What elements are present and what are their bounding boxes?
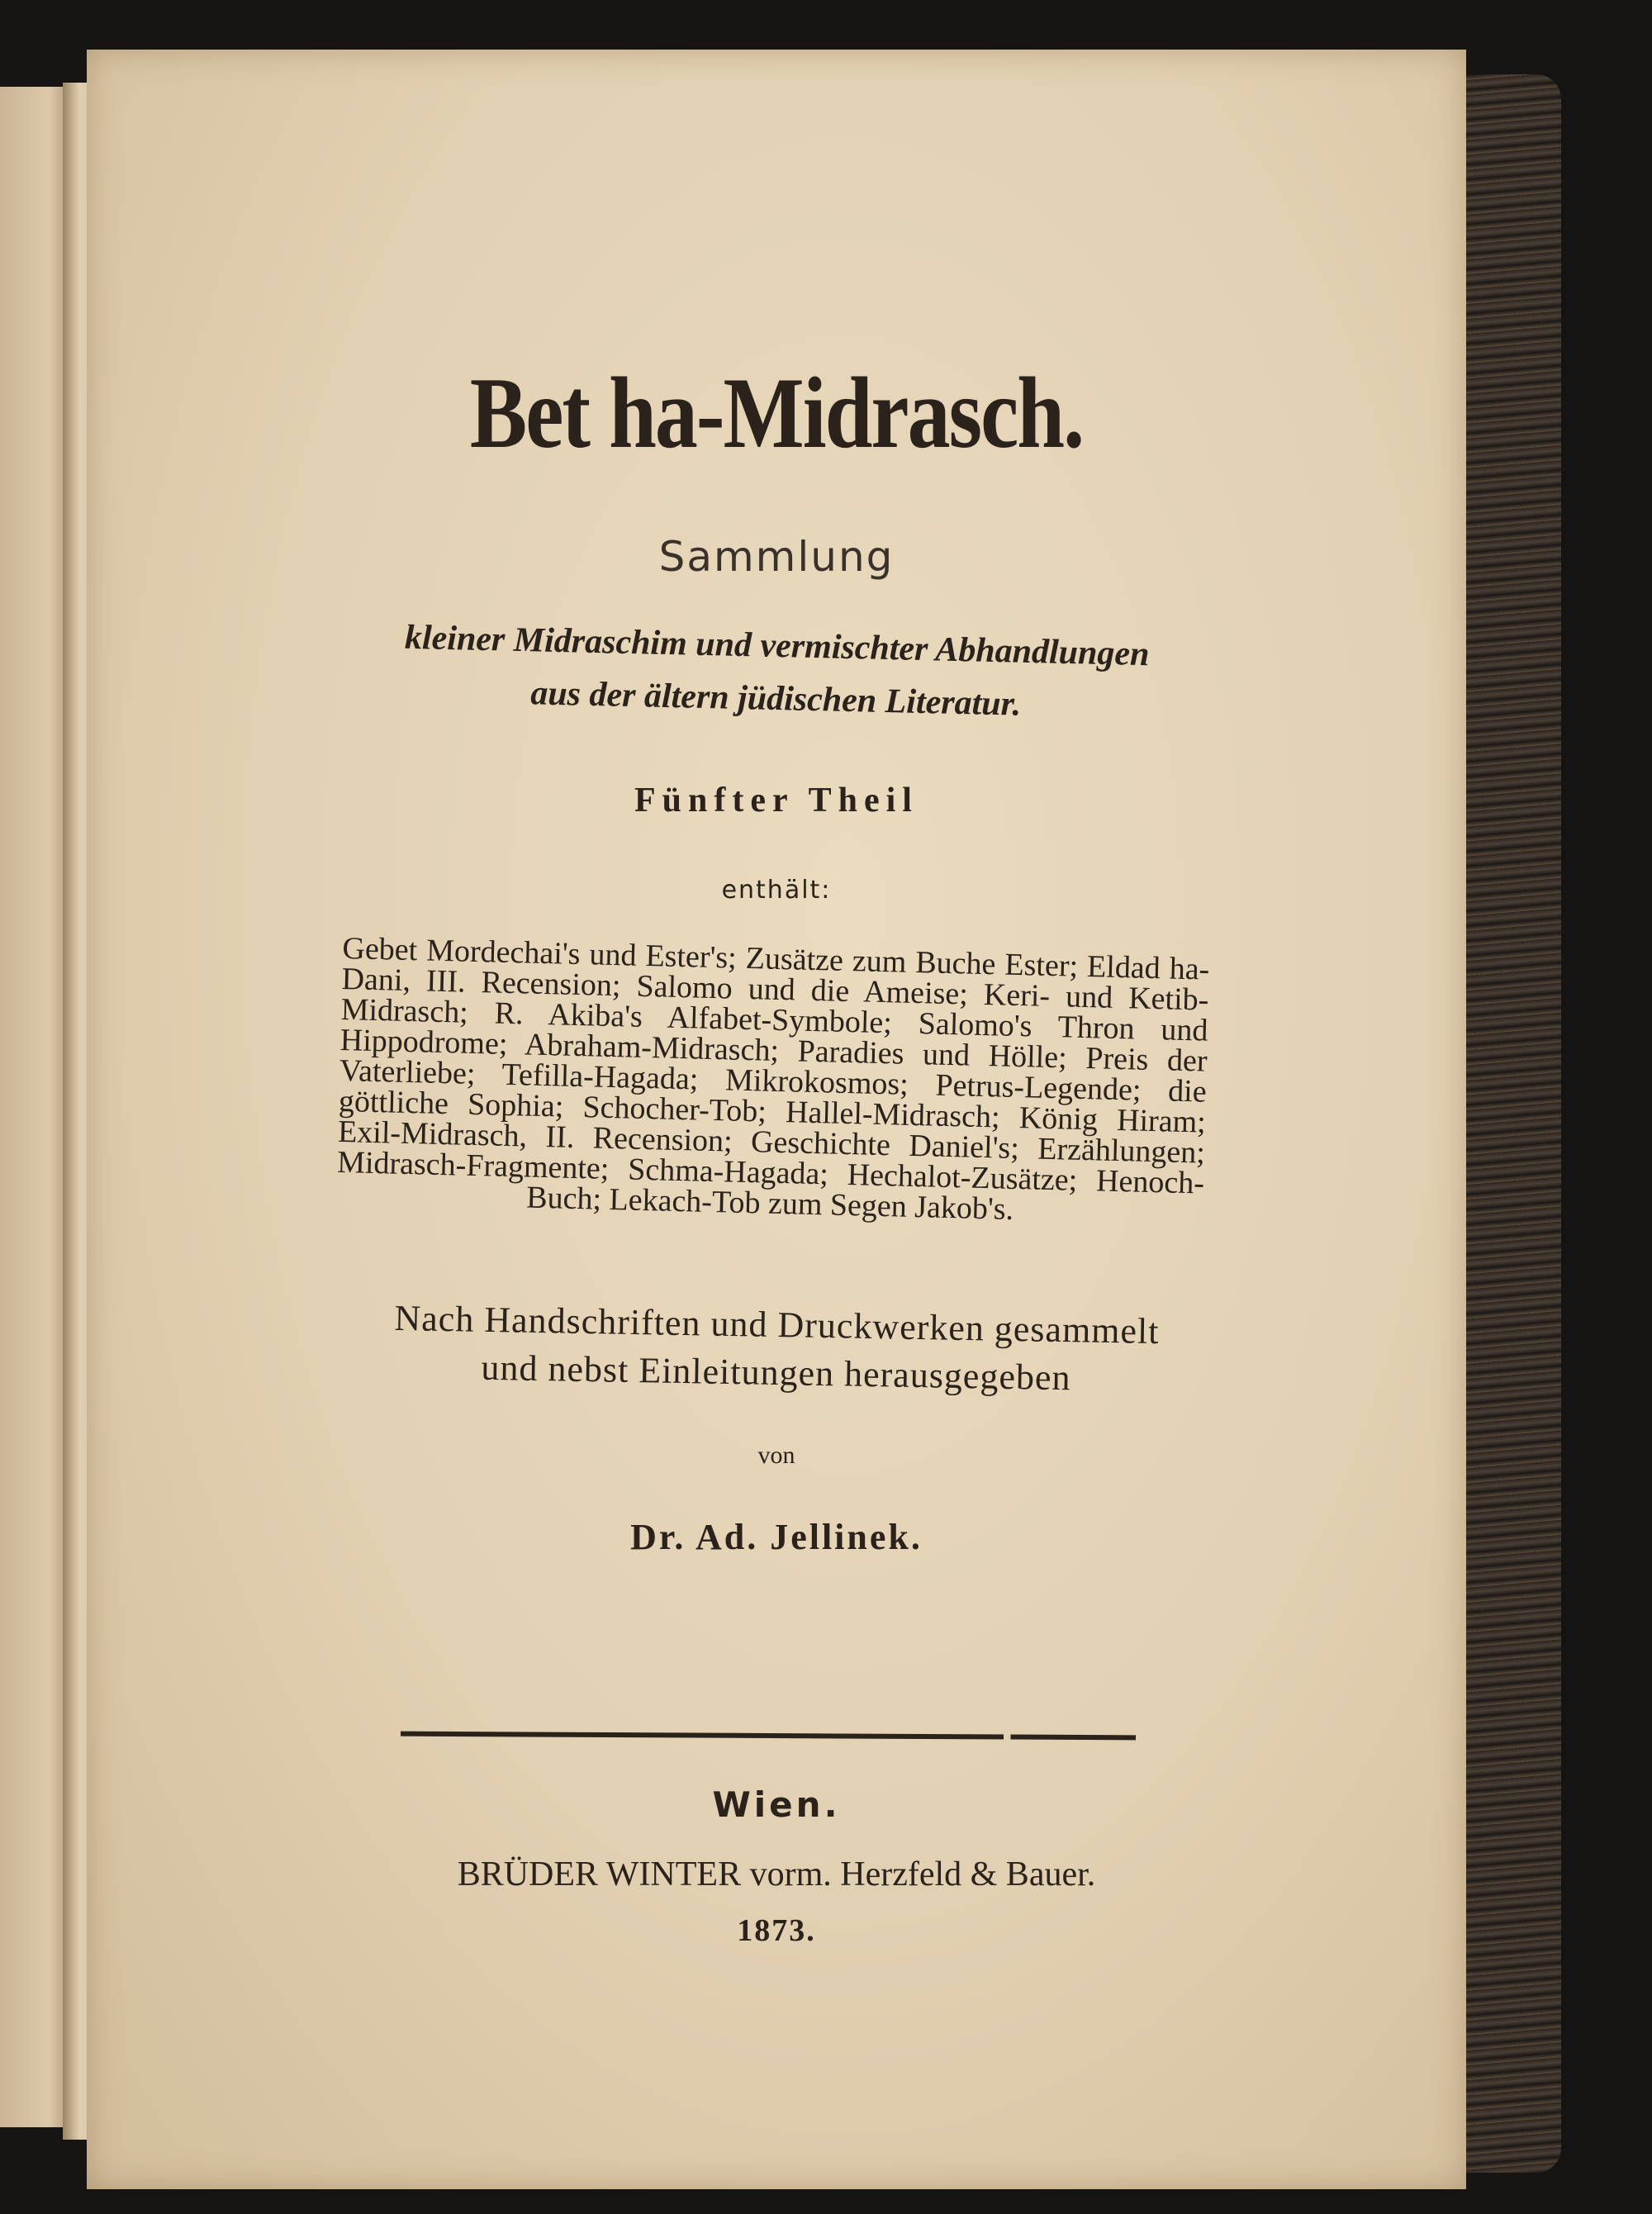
book-title: Bet ha-Midrasch. [469,357,1084,470]
editorial-line-1: Nach Handschriften und Druckwerken gesammelt [394,1297,1160,1352]
publication-city: Wien. [712,1784,841,1825]
author-name: Ad. Jellinek. [695,1517,923,1557]
contents-label: enthält: [721,876,832,905]
author [87,1516,1466,1558]
part-label: Fünfter Theil [634,782,919,820]
contents-list: Gebet Mordechai's und Ester's; Zusätze zum Buche Ester; Eldad ha-Dani, III. Recension; Salomo und die Ameise; Keri- und Ketib-Midrasch; R. Akiba's Alfabet-Symbole; Salomo's Thron und Hippodrome; Abraham-Midrasch; Paradies und Hölle; Preis der Vaterliebe; Tefilla-Hagada; Mikrokosmos; Petrus-Legende; die göttliche Sophia; Schocher-Tob; Hallel-Midrasch; König Hiram; Exil-Midrasch, II. Recension; Geschichte Daniel's; Erzählungen; Midrasch-Fragmente; Schma-Hagada; Hechalot-Zusätze; Henoch-Buch; Lekach-Tob zum Segen Jakob's. [336,931,1210,1227]
description-line-1: kleiner Midraschim und vermischter Abhandlungen [404,618,1150,674]
book-subtitle: Sammlung [658,533,895,581]
title-page [87,50,1466,2189]
editorial-note [86,1289,1467,1409]
publisher: BRÜDER WINTER vorm. Herzfeld & Bauer. [457,1855,1096,1893]
left-page-edge [0,87,70,2127]
author-prefix: Dr. [630,1517,686,1557]
book-description [86,604,1467,741]
description-line-2: aus der ältern jüdischen Literatur. [529,674,1022,724]
editorial-line-2: und nebst Einleitungen herausgegeben [481,1347,1071,1399]
divider-rule [401,1732,1136,1741]
by-label: von [757,1442,795,1469]
publication-year: 1873. [737,1913,816,1948]
